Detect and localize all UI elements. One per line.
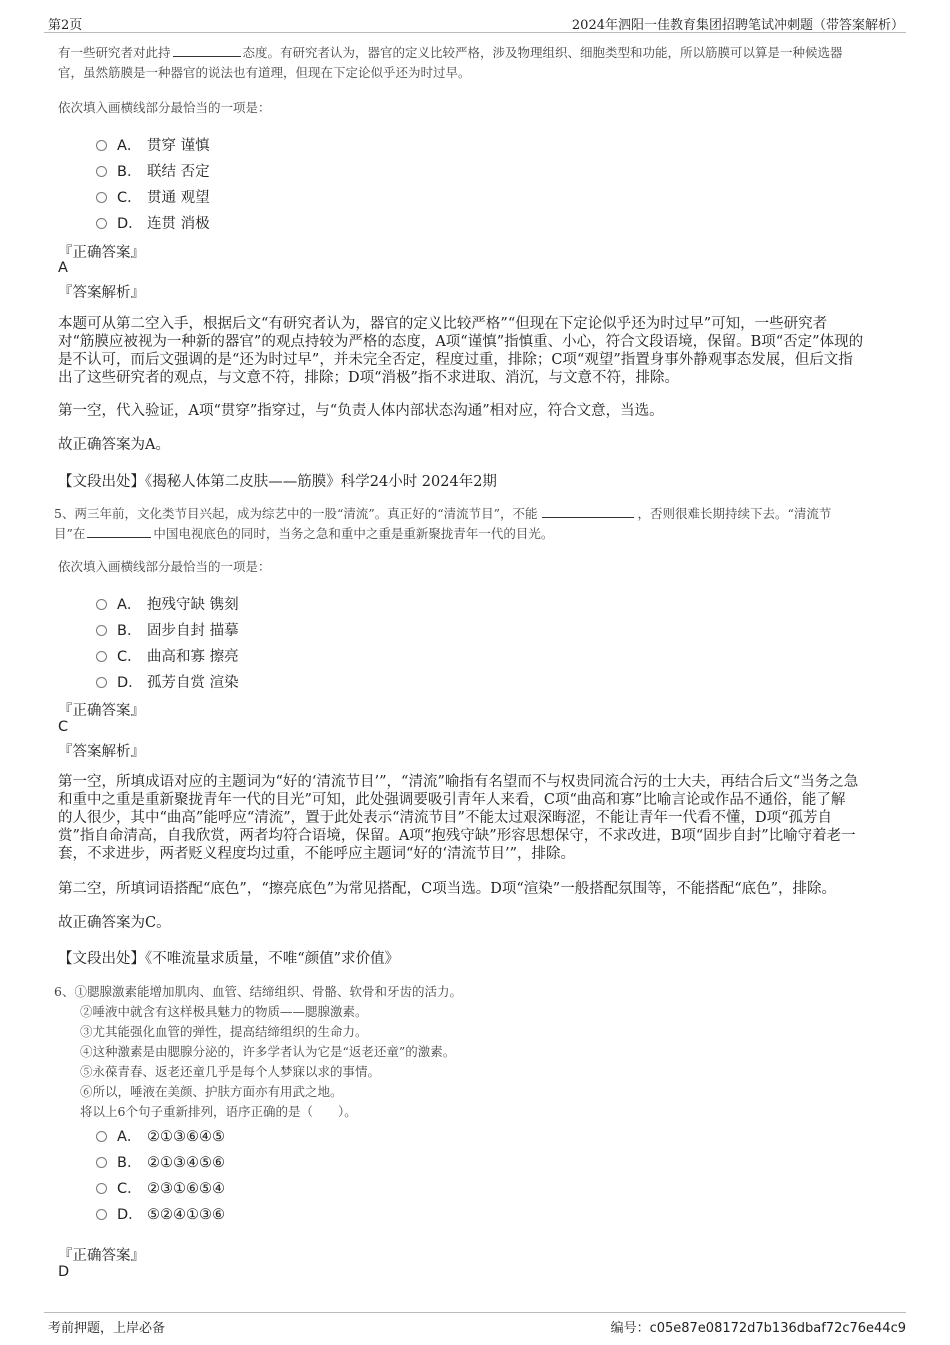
q5-analysis (58, 773, 890, 863)
q4-option-c[interactable] (96, 186, 210, 208)
option-letter: B． (117, 1155, 142, 1171)
q6-option-d[interactable] (96, 1203, 225, 1225)
fill-blank (542, 504, 634, 518)
footer-slogan: 考前押题，上岸必备 (48, 1321, 166, 1336)
q6-sentence: ⑤永葆青春、返老还童几乎是每个人梦寐以求的事情。 (80, 1064, 381, 1079)
option-text: 固步自封 描摹 (147, 623, 239, 639)
q5-line2-a: 目”在 (54, 526, 86, 541)
radio-icon[interactable] (96, 677, 107, 688)
q4-option-b[interactable] (96, 160, 210, 182)
page-number: 第2页 (48, 18, 83, 33)
q4-source: 【文段出处】《揭秘人体第二皮肤——筋膜》科学24小时 2024年2期 (58, 474, 497, 490)
q4-analysis-label: 『答案解析』 (58, 285, 145, 301)
q6-answer-label: 『正确答案』 (58, 1248, 145, 1264)
analysis-line: 赏”指自命清高，自我欣赏，两者均符合语境，保留。A项“抱残守缺”形容思想保守，不求改进，B项“固步自封”比喻守着老一 (58, 828, 856, 844)
q5-analysis-2: 第二空，所填词语搭配“底色”，“擦亮底色”为常见搭配，C项当选。D项“渲染”一般搭配氛围等，不能搭配“底色”，排除。 (58, 881, 837, 897)
q5-prompt: 依次填入画横线部分最恰当的一项是： (58, 559, 271, 574)
radio-icon[interactable] (96, 651, 107, 662)
q6-prompt: 将以上6个句子重新排列，语序正确的是（ ）。 (80, 1104, 357, 1119)
option-letter: C． (117, 649, 142, 665)
option-text: 曲高和寡 擦亮 (147, 649, 239, 665)
fill-blank (87, 524, 151, 538)
option-letter: A． (117, 1129, 142, 1145)
q6-option-a[interactable] (96, 1125, 225, 1147)
q5-line1-b: ，否则很难长期持续下去。“清流节 (637, 506, 832, 521)
q6-option-b[interactable] (96, 1151, 225, 1173)
radio-icon[interactable] (96, 166, 107, 177)
q4-intro (58, 43, 890, 83)
analysis-line: 套，不求进步，两者贬义程度均过重，不能呼应主题词“好的‘清流节目’”，排除。 (58, 846, 576, 862)
q5-option-c[interactable] (96, 645, 239, 667)
analysis-line: 对“筋膜应被视为一种新的器官”的观点持较为严格的态度，A项“谨慎”指慎重、小心，符合文段语境，保留。B项“否定”体现的 (58, 334, 864, 350)
q6-sentence: ⑥所以，唾液在美颜、护肤方面亦有用武之地。 (80, 1084, 343, 1099)
page-footer (44, 1312, 906, 1335)
code-value: c05e87e08172d7b136dbaf72c76e44c9 (649, 1321, 906, 1336)
option-letter: C． (117, 1181, 142, 1197)
q6-option-c[interactable] (96, 1177, 225, 1199)
q5-source: 【文段出处】《不唯流量求质量，不唯“颜值”求价值》 (58, 951, 400, 967)
q4-prompt: 依次填入画横线部分最恰当的一项是： (58, 100, 271, 115)
analysis-line: 的人很少，其中“曲高”能呼应“清流”，置于此处表示“清流节目”不能太过艰深晦涩，不能让青年一代看不懂，D项“孤芳自 (58, 810, 833, 826)
option-text: 贯穿 谨慎 (147, 138, 210, 154)
option-letter: B． (117, 164, 142, 180)
q4-conclusion: 故正确答案为A。 (58, 437, 170, 453)
q5-option-a[interactable] (96, 593, 239, 615)
analysis-line: 出了这些研究者的观点，与文意不符，排除；D项“消极”指不求进取、消沉，与文意不符，排除。 (58, 370, 679, 386)
q5-answer-label: 『正确答案』 (58, 703, 145, 719)
radio-icon[interactable] (96, 1131, 107, 1142)
q4-analysis-2: 第一空，代入验证，A项“贯穿”指穿过，与“负责人体内部状态沟通”相对应，符合文意，当选。 (58, 403, 664, 419)
option-letter: A． (117, 597, 142, 613)
radio-icon[interactable] (96, 1157, 107, 1168)
page-header (44, 10, 906, 33)
radio-icon[interactable] (96, 1209, 107, 1220)
option-letter: D． (117, 675, 143, 691)
radio-icon[interactable] (96, 625, 107, 636)
q5-answer: C (58, 719, 69, 735)
option-letter: D． (117, 216, 143, 232)
q6-sentence: ②唾液中就含有这样极具魅力的物质——腮腺激素。 (80, 1004, 368, 1019)
option-text: ⑤②④①③⑥ (147, 1207, 225, 1223)
document-title: 2024年泗阳一佳教育集团招聘笔试冲刺题（带答案解析） (571, 18, 904, 33)
q4-analysis (58, 315, 890, 387)
option-letter: A． (117, 138, 142, 154)
q4-option-a[interactable] (96, 134, 210, 156)
q4-answer: A (58, 260, 68, 276)
option-text: 孤芳自赏 渲染 (147, 675, 239, 691)
q4-answer-label: 『正确答案』 (58, 245, 145, 261)
option-text: ②③①⑥⑤④ (147, 1181, 225, 1197)
option-letter: C． (117, 190, 142, 206)
q5-stem (54, 504, 886, 544)
option-text: 贯通 观望 (147, 190, 210, 206)
analysis-line: 是不认可，而后文强调的是“还为时过早”，并未完全否定，程度过重，排除；C项“观望”指置身事外静观事态发展，但后文指 (58, 352, 853, 368)
q4-intro-b: 态度。有研究者认为，器官的定义比较严格，涉及物理组织、细胞类型和功能，所以筋膜可以算是一种候选器 (242, 45, 843, 60)
q5-line1-a: 5、两三年前，文化类节目兴起，成为综艺中的一股“清流”。真正好的“清流节目”，不能 (54, 506, 538, 521)
q5-option-d[interactable] (96, 671, 239, 693)
option-text: ②①③④⑤⑥ (147, 1155, 225, 1171)
option-text: 连贯 消极 (147, 216, 210, 232)
radio-icon[interactable] (96, 192, 107, 203)
q6-stem: 6、①腮腺激素能增加肌肉、血管、结缔组织、骨骼、软骨和牙齿的活力。 (54, 984, 462, 999)
analysis-line: 第一空，所填成语对应的主题词为“好的‘清流节目’”，“清流”喻指有名望而不与权贵同流合污的士大夫，再结合后文“当务之急 (58, 774, 859, 790)
option-letter: B． (117, 623, 142, 639)
radio-icon[interactable] (96, 140, 107, 151)
q6-sentence: ③尤其能强化血管的弹性，提高结缔组织的生命力。 (80, 1024, 368, 1039)
radio-icon[interactable] (96, 599, 107, 610)
q5-analysis-label: 『答案解析』 (58, 744, 145, 760)
q6-sentence: ④这种激素是由腮腺分泌的，许多学者认为它是“返老还童”的激素。 (80, 1044, 456, 1059)
document-code (611, 1317, 906, 1336)
radio-icon[interactable] (96, 1183, 107, 1194)
option-text: ②①③⑥④⑤ (147, 1129, 225, 1145)
option-letter: D． (117, 1207, 143, 1223)
option-text: 抱残守缺 镌刻 (147, 597, 239, 613)
q6-answer: D (58, 1264, 70, 1280)
option-text: 联结 否定 (147, 164, 210, 180)
q4-intro-a: 有一些研究者对此持 (58, 45, 171, 60)
q4-option-d[interactable] (96, 212, 210, 234)
q5-conclusion: 故正确答案为C。 (58, 915, 171, 931)
q5-option-b[interactable] (96, 619, 239, 641)
radio-icon[interactable] (96, 218, 107, 229)
analysis-line: 本题可从第二空入手，根据后文“有研究者认为，器官的定义比较严格”“但现在下定论似乎还为时过早”可知，一些研究者 (58, 316, 828, 332)
fill-blank (173, 43, 241, 57)
analysis-line: 和重中之重是重新聚拢青年一代的目光”可知，此处强调要吸引青年人来看，C项“曲高和寡”比喻言论或作品不通俗，能了解 (58, 792, 846, 808)
q5-line2-b: 中国电视底色的同时，当务之急和重中之重是重新聚拢青年一代的目光。 (153, 526, 554, 541)
code-label: 编号： (610, 1321, 650, 1336)
q4-intro-c: 官，虽然筋膜是一种器官的说法也有道理，但现在下定论似乎还为时过早。 (58, 65, 471, 80)
